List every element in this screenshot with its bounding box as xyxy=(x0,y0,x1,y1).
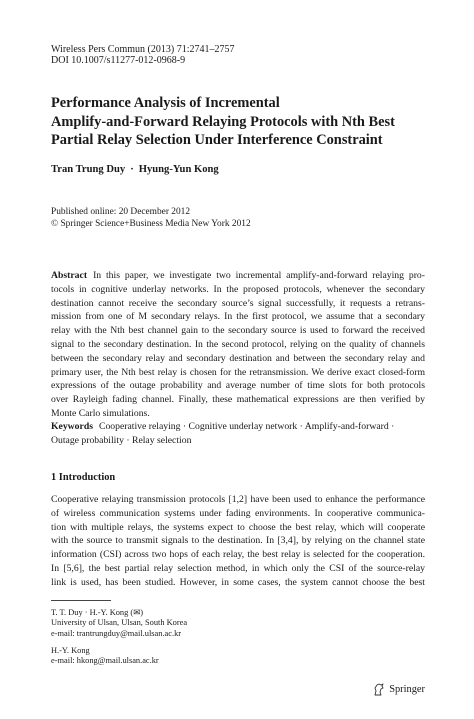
introduction-paragraph xyxy=(51,493,425,590)
body-line: of wireless communication systems under fading environments. In cooperative communica- xyxy=(51,507,425,519)
abstract-line: tocols in cognitive underlay networks. In the proposed protocols, whenever the secondary xyxy=(51,283,425,295)
title-line: Partial Relay Selection Under Interference Constraint xyxy=(51,132,383,148)
publisher-logo xyxy=(373,683,425,696)
title-line: Performance Analysis of Incremental xyxy=(51,95,280,111)
author-list xyxy=(51,164,219,175)
abstract-line: primary user, the Nth best relay is chosen for the retransmission. We derive exact closed-form xyxy=(51,366,425,378)
section-heading: 1 Introduction xyxy=(51,472,116,483)
body-line: In [5,6], the best partial relay selection method, in which only the CSI of the source-relay xyxy=(51,562,425,574)
keywords-line: Outage probability · Relay selection xyxy=(51,434,192,446)
author-name: Tran Trung Duy xyxy=(51,164,126,175)
footnote-line: e-mail: trantrungduy@mail.ulsan.ac.kr xyxy=(51,628,182,638)
copyright: © Springer Science+Business Media New York 2012 xyxy=(51,219,251,229)
paper-title xyxy=(51,94,441,150)
corresponding-author xyxy=(51,646,159,667)
abstract-line: destination cannot receive the secondary source’s signal successfully, it requests a retrans- xyxy=(51,297,425,309)
body-line: with the source to transmit signals to the destination. In [3,4], by relying on the channel state xyxy=(51,535,425,547)
footnote-line: e-mail: hkong@mail.ulsan.ac.kr xyxy=(51,656,159,666)
body-line: link is used, has been studied. However, in some cases, the system cannot choose the best xyxy=(51,576,425,588)
title-line: Amplify-and-Forward Relaying Protocols with Nth Best xyxy=(51,113,395,130)
footnote-line: University of Ulsan, Ulsan, South Korea xyxy=(51,618,188,628)
journal-citation: Wireless Pers Commun (2013) 71:2741–2757 xyxy=(51,44,235,55)
footnote-rule xyxy=(51,600,111,601)
keywords xyxy=(51,420,425,448)
body-line: Cooperative relaying transmission protocols [1,2] have been used to enhance the performance xyxy=(51,494,425,505)
keywords-label: Keywords xyxy=(51,421,93,432)
footnote-line: H.-Y. Kong xyxy=(51,646,90,655)
author-separator: · xyxy=(130,164,134,175)
springer-horse-icon xyxy=(373,683,385,696)
abstract-line: In this paper, we investigate two incremental amplify-and-forward relaying pro- xyxy=(93,270,425,281)
author-name: Hyung-Yun Kong xyxy=(138,164,219,175)
publication-info xyxy=(51,206,251,230)
abstract-line: Monte Carlo simulations. xyxy=(51,407,150,419)
published-date: Published online: 20 December 2012 xyxy=(51,207,191,217)
doi: DOI 10.1007/s11277-012-0968-9 xyxy=(51,55,186,66)
abstract-line: expressions of the outage probability and average number of time slots for both protocols xyxy=(51,380,425,392)
abstract-label: Abstract xyxy=(51,270,88,281)
abstract-line: relay with the Nth best channel gain to the secondary source is used to forward the received xyxy=(51,325,425,337)
abstract-line: signal to the secondary destination. In the second protocol, relying on the quality of channels xyxy=(51,338,425,350)
publisher-name: Springer xyxy=(389,684,425,695)
keywords-line: Cooperative relaying · Cognitive underlay network · Amplify-and-forward · xyxy=(98,421,395,432)
author-affiliation xyxy=(51,608,187,639)
abstract-line: between the secondary relay and secondary destination and between the secondary relay and xyxy=(51,352,425,364)
body-line: information (CSI) across two hops of each relay, the best relay is selected for the cooperation. xyxy=(51,549,425,561)
footnote-line: T. T. Duy · H.-Y. Kong (✉) xyxy=(51,608,143,617)
abstract-line: mission from one of M secondary relays. In the first protocol, we assume that a secondary xyxy=(51,311,425,323)
abstract-line: over Rayleigh fading channel. Finally, these mathematical expressions are then verified by xyxy=(51,394,425,406)
abstract xyxy=(51,269,425,421)
body-line: tion with multiple relays, the systems expect to choose the best relay, which will cooperate xyxy=(51,521,425,533)
